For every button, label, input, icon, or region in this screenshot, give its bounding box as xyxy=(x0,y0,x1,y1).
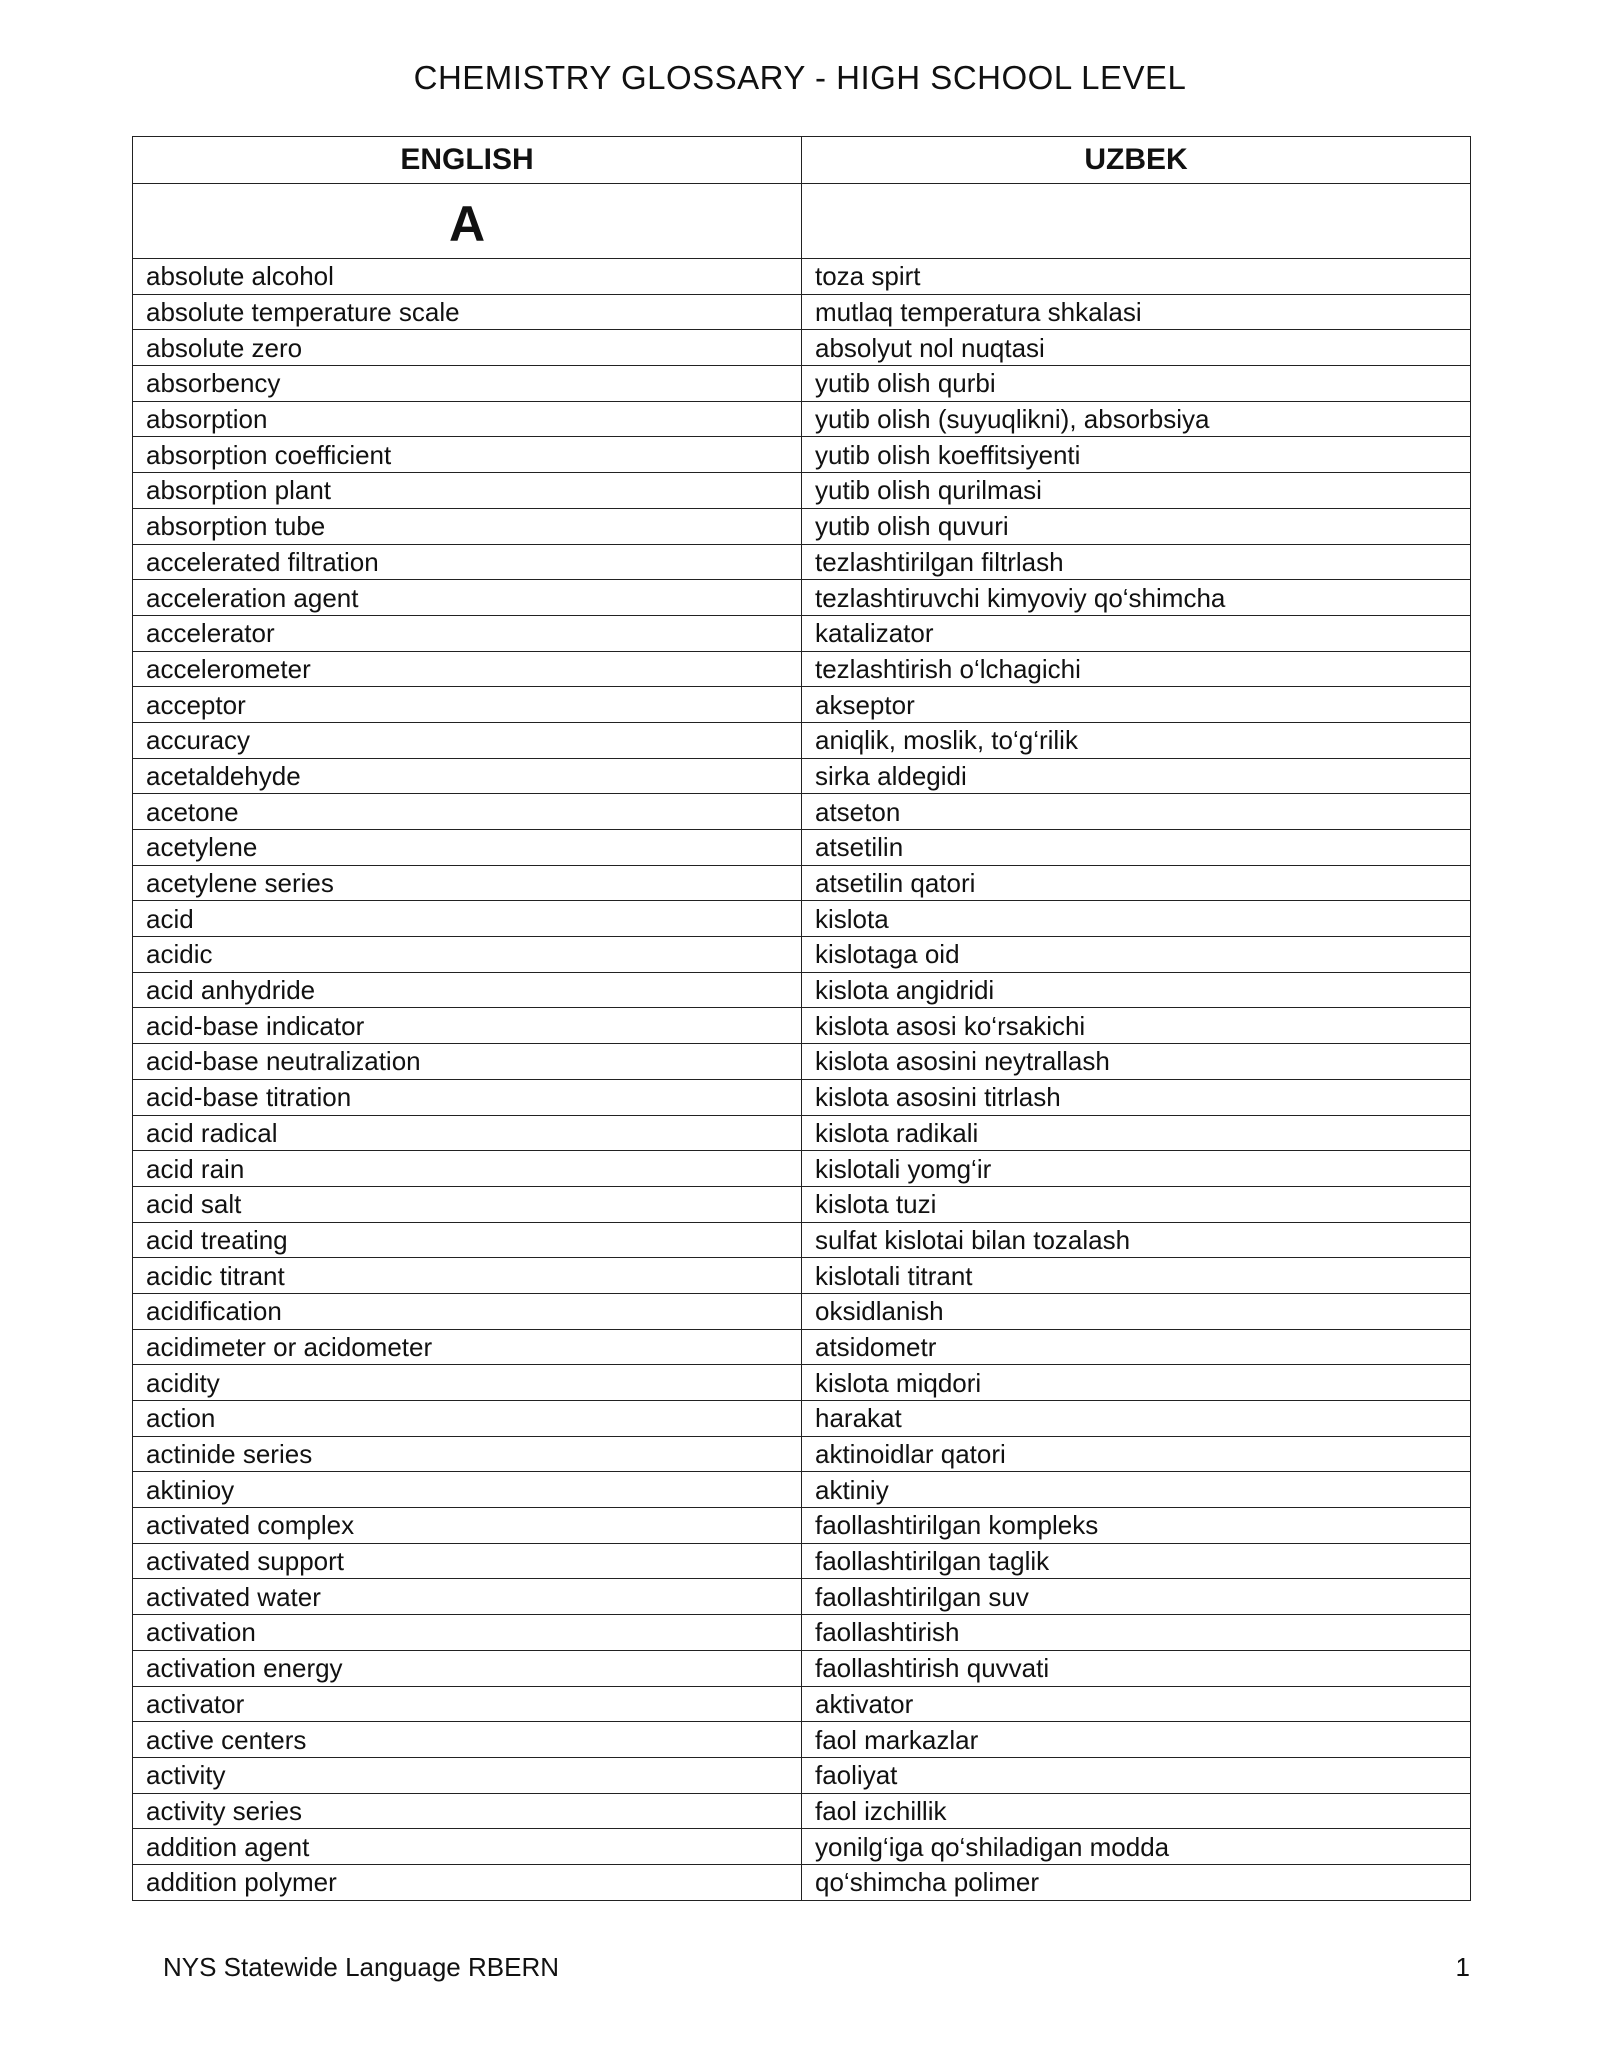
table-row xyxy=(133,473,1471,509)
uzbek-term: mutlaq temperatura shkalasi xyxy=(802,294,1471,330)
uzbek-term: toza spirt xyxy=(802,259,1471,295)
english-term: activation energy xyxy=(133,1650,802,1686)
table-row xyxy=(133,1615,1471,1651)
english-term: absorption plant xyxy=(133,473,802,509)
table-row xyxy=(133,580,1471,616)
section-letter-empty-cell xyxy=(802,184,1471,259)
table-row xyxy=(133,1864,1471,1900)
footer-source: NYS Statewide Language RBERN xyxy=(163,1952,560,1982)
table-row xyxy=(133,1008,1471,1044)
english-term: acidimeter or acidometer xyxy=(133,1329,802,1365)
table-row xyxy=(133,1329,1471,1365)
english-term: acidity xyxy=(133,1365,802,1401)
english-term: accelerated filtration xyxy=(133,544,802,580)
english-term: absolute zero xyxy=(133,330,802,366)
uzbek-term: harakat xyxy=(802,1401,1471,1437)
english-term: activated water xyxy=(133,1579,802,1615)
english-term: acid-base neutralization xyxy=(133,1044,802,1080)
english-term: aktinioy xyxy=(133,1472,802,1508)
english-term: acceleration agent xyxy=(133,580,802,616)
english-term: acetylene series xyxy=(133,865,802,901)
uzbek-term: faollashtirilgan taglik xyxy=(802,1543,1471,1579)
english-term: acetone xyxy=(133,794,802,830)
table-row xyxy=(133,865,1471,901)
table-row xyxy=(133,1151,1471,1187)
uzbek-term: atsetilin qatori xyxy=(802,865,1471,901)
uzbek-term: faol izchillik xyxy=(802,1793,1471,1829)
uzbek-term: aktinoidlar qatori xyxy=(802,1436,1471,1472)
english-term: accelerator xyxy=(133,615,802,651)
table-row xyxy=(133,830,1471,866)
english-term: absorption xyxy=(133,401,802,437)
table-row xyxy=(133,1686,1471,1722)
english-term: acid salt xyxy=(133,1186,802,1222)
uzbek-term: tezlashtiruvchi kimyoviy qo‘shimcha xyxy=(802,580,1471,616)
uzbek-term: atseton xyxy=(802,794,1471,830)
table-row xyxy=(133,687,1471,723)
english-term: absorbency xyxy=(133,366,802,402)
uzbek-term: oksidlanish xyxy=(802,1293,1471,1329)
table-row xyxy=(133,972,1471,1008)
table-row xyxy=(133,1757,1471,1793)
english-term: accelerometer xyxy=(133,651,802,687)
table-row xyxy=(133,1508,1471,1544)
english-term: acid xyxy=(133,901,802,937)
uzbek-term: kislota xyxy=(802,901,1471,937)
column-header-uzbek: UZBEK xyxy=(802,137,1471,184)
uzbek-term: faollashtirilgan kompleks xyxy=(802,1508,1471,1544)
uzbek-term: kislotaga oid xyxy=(802,937,1471,973)
table-row xyxy=(133,651,1471,687)
uzbek-term: tezlashtirilgan filtrlash xyxy=(802,544,1471,580)
table-row xyxy=(133,1793,1471,1829)
uzbek-term: faollashtirish xyxy=(802,1615,1471,1651)
table-row xyxy=(133,437,1471,473)
table-row xyxy=(133,1258,1471,1294)
uzbek-term: atsidometr xyxy=(802,1329,1471,1365)
uzbek-term: faoliyat xyxy=(802,1757,1471,1793)
uzbek-term: kislotali yomg‘ir xyxy=(802,1151,1471,1187)
table-row xyxy=(133,508,1471,544)
uzbek-term: yutib olish qurbi xyxy=(802,366,1471,402)
english-term: absorption tube xyxy=(133,508,802,544)
table-row xyxy=(133,1044,1471,1080)
english-term: action xyxy=(133,1401,802,1437)
english-term: accuracy xyxy=(133,722,802,758)
uzbek-term: yonilg‘iga qo‘shiladigan modda xyxy=(802,1829,1471,1865)
english-term: acid radical xyxy=(133,1115,802,1151)
uzbek-term: tezlashtirish o‘lchagichi xyxy=(802,651,1471,687)
english-term: activator xyxy=(133,1686,802,1722)
english-term: acidic titrant xyxy=(133,1258,802,1294)
table-row xyxy=(133,544,1471,580)
table-row xyxy=(133,901,1471,937)
uzbek-term: kislota asosini neytrallash xyxy=(802,1044,1471,1080)
uzbek-term: kislota asosi ko‘rsakichi xyxy=(802,1008,1471,1044)
uzbek-term: kislota asosini titrlash xyxy=(802,1079,1471,1115)
english-term: acetylene xyxy=(133,830,802,866)
table-row xyxy=(133,1436,1471,1472)
table-row xyxy=(133,937,1471,973)
english-term: acid-base titration xyxy=(133,1079,802,1115)
table-row xyxy=(133,1543,1471,1579)
table-row xyxy=(133,401,1471,437)
table-row xyxy=(133,1472,1471,1508)
uzbek-term: akseptor xyxy=(802,687,1471,723)
table-row xyxy=(133,758,1471,794)
english-term: activation xyxy=(133,1615,802,1651)
column-header-english: ENGLISH xyxy=(133,137,802,184)
uzbek-term: yutib olish quvuri xyxy=(802,508,1471,544)
uzbek-term: qo‘shimcha polimer xyxy=(802,1864,1471,1900)
table-row xyxy=(133,1115,1471,1151)
uzbek-term: yutib olish koeffitsiyenti xyxy=(802,437,1471,473)
uzbek-term: faollashtirilgan suv xyxy=(802,1579,1471,1615)
table-row xyxy=(133,794,1471,830)
footer-page-number: 1 xyxy=(1455,1952,1470,1982)
table-row xyxy=(133,259,1471,295)
uzbek-term: sirka aldegidi xyxy=(802,758,1471,794)
header-row xyxy=(133,137,1471,184)
uzbek-term: aktiniy xyxy=(802,1472,1471,1508)
uzbek-term: faollashtirish quvvati xyxy=(802,1650,1471,1686)
uzbek-term: atsetilin xyxy=(802,830,1471,866)
english-term: acid treating xyxy=(133,1222,802,1258)
table-row xyxy=(133,1650,1471,1686)
uzbek-term: yutib olish (suyuqlikni), absorbsiya xyxy=(802,401,1471,437)
table-row xyxy=(133,1722,1471,1758)
english-term: acidification xyxy=(133,1293,802,1329)
table-row xyxy=(133,294,1471,330)
table-row xyxy=(133,1079,1471,1115)
uzbek-term: absolyut nol nuqtasi xyxy=(802,330,1471,366)
table-row xyxy=(133,1293,1471,1329)
english-term: acid-base indicator xyxy=(133,1008,802,1044)
uzbek-term: kislota tuzi xyxy=(802,1186,1471,1222)
uzbek-term: sulfat kislotai bilan tozalash xyxy=(802,1222,1471,1258)
english-term: activated complex xyxy=(133,1508,802,1544)
page-title: CHEMISTRY GLOSSARY - HIGH SCHOOL LEVEL xyxy=(413,59,1187,96)
table-row xyxy=(133,1222,1471,1258)
english-term: absorption coefficient xyxy=(133,437,802,473)
english-term: acid rain xyxy=(133,1151,802,1187)
english-term: active centers xyxy=(133,1722,802,1758)
table-row xyxy=(133,366,1471,402)
table-row xyxy=(133,722,1471,758)
uzbek-term: kislota miqdori xyxy=(802,1365,1471,1401)
uzbek-term: kislotali titrant xyxy=(802,1258,1471,1294)
english-term: acceptor xyxy=(133,687,802,723)
table-row xyxy=(133,1829,1471,1865)
uzbek-term: katalizator xyxy=(802,615,1471,651)
uzbek-term: kislota radikali xyxy=(802,1115,1471,1151)
table-row xyxy=(133,615,1471,651)
uzbek-term: faol markazlar xyxy=(802,1722,1471,1758)
english-term: acidic xyxy=(133,937,802,973)
english-term: addition agent xyxy=(133,1829,802,1865)
english-term: absolute temperature scale xyxy=(133,294,802,330)
english-term: absolute alcohol xyxy=(133,259,802,295)
english-term: activity xyxy=(133,1757,802,1793)
uzbek-term: aniqlik, moslik, to‘g‘rilik xyxy=(802,722,1471,758)
section-letter: A xyxy=(133,184,802,259)
english-term: activated support xyxy=(133,1543,802,1579)
english-term: acetaldehyde xyxy=(133,758,802,794)
table-row xyxy=(133,330,1471,366)
table-row xyxy=(133,1186,1471,1222)
glossary-table xyxy=(132,136,1471,1901)
english-term: addition polymer xyxy=(133,1864,802,1900)
uzbek-term: kislota angidridi xyxy=(802,972,1471,1008)
section-letter-row xyxy=(133,184,1471,259)
table-row xyxy=(133,1365,1471,1401)
table-row xyxy=(133,1579,1471,1615)
uzbek-term: aktivator xyxy=(802,1686,1471,1722)
english-term: activity series xyxy=(133,1793,802,1829)
english-term: acid anhydride xyxy=(133,972,802,1008)
uzbek-term: yutib olish qurilmasi xyxy=(802,473,1471,509)
english-term: actinide series xyxy=(133,1436,802,1472)
table-row xyxy=(133,1401,1471,1437)
